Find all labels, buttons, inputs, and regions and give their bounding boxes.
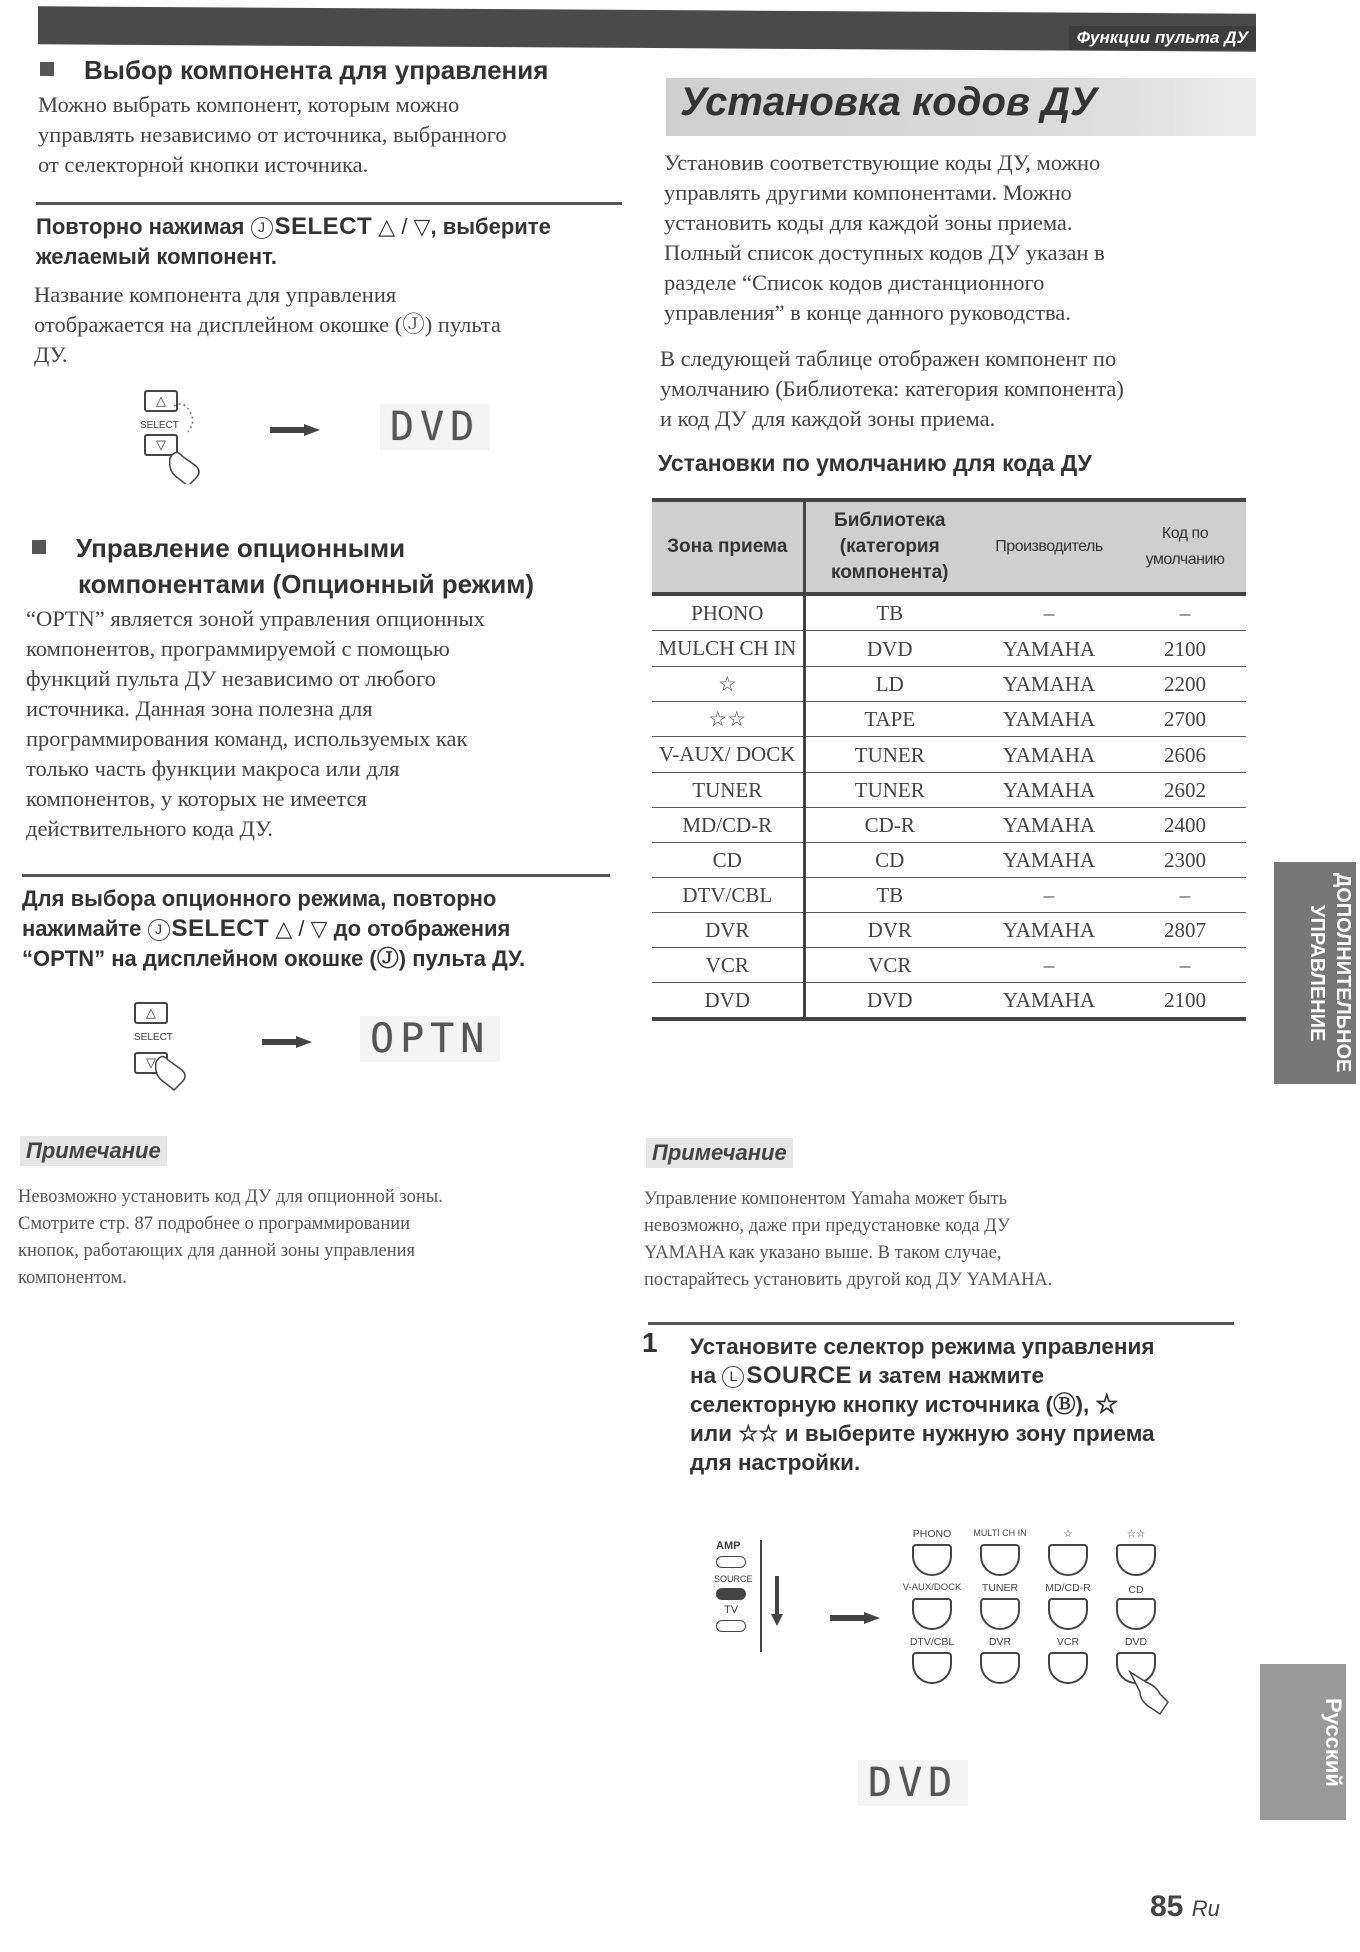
tuner-button[interactable] <box>980 1598 1020 1630</box>
lcd-display: OPTN <box>360 1016 500 1062</box>
section-label: Функции пульта ДУ <box>1069 26 1256 50</box>
v-aux-dock-button[interactable] <box>912 1598 952 1630</box>
source-buttons-grid: PHONO MULTI CH IN ☆ ☆☆ V-AUX/DOCK TUNER MD/CD-R CD DTV/CBL DVR VCR DVD <box>892 1528 1192 1708</box>
arrow-right-icon <box>270 424 320 436</box>
page-number: 85 Ru <box>1150 1890 1220 1923</box>
step-number: 1 <box>642 1327 658 1358</box>
select-up-button: △ <box>144 390 178 412</box>
table-row: ☆☆ TAPE YAMAHA 2700 <box>652 702 1246 737</box>
table-row: VCR VCR – – <box>652 948 1246 983</box>
table-row: V-AUX/ DOCK TUNER YAMAHA 2606 <box>652 737 1246 773</box>
section2-body: “OPTN” является зоной управления опционных компонентов, программируемой с помощью функций пульта ДУ независимо от любого источника. Данная зона полезна для программирования команд, используемых как только часть функции макроса или для компонентов, у которых не имеется действительного кода ДУ. <box>26 606 485 841</box>
note-title-right: Примечание <box>646 1138 793 1168</box>
dvr-button[interactable] <box>980 1652 1020 1684</box>
table-row: PHONO TB – – <box>652 594 1246 631</box>
tv-mode-indicator <box>716 1620 746 1632</box>
select-buttons-illustration: △ SELECT ▽ <box>140 390 240 490</box>
table-row: CD CD YAMAHA 2300 <box>652 843 1246 878</box>
note-title: Примечание <box>20 1136 167 1166</box>
step1-text: Установите селектор режима управления на L SOURCE и затем нажмите селекторную кнопку источника (Ⓑ), ☆ или ☆☆ и выберите нужную зону приема для настройки. <box>690 1334 1155 1475</box>
select-down-button: ▽ <box>144 434 178 456</box>
section1-heading: Выбор компонента для управления <box>40 54 548 86</box>
intro-text: Установив соответствующие коды ДУ, можно управлять другими компонентами. Можно установить коды для каждой зоны приема. Полный список доступных кодов ДУ указан в разделе “Список кодов дистанционного управления” в конце данного руководства. <box>664 150 1105 325</box>
select-up-button: △ <box>134 1002 168 1024</box>
source-mode-indicator <box>716 1588 746 1600</box>
side-tab-language: Русский <box>1260 1664 1346 1820</box>
circle-j-icon: J <box>148 919 170 941</box>
pointing-hand-icon <box>166 398 226 484</box>
multi-ch-in-button[interactable] <box>980 1544 1020 1576</box>
arrow-down-icon <box>770 1576 784 1626</box>
table-row: MULCH CH IN DVD YAMAHA 2100 <box>652 631 1246 667</box>
note-body-right: Управление компонентом Yamaha может быть невозможно, даже при предустановке кода ДУ YAMAHA как указано выше. В таком случае, постарайтесь установить другой код ДУ YAMAHA. <box>644 1189 1053 1290</box>
pointing-hand-icon <box>1128 1666 1184 1716</box>
table-row: TUNER TUNER YAMAHA 2602 <box>652 773 1246 808</box>
cd-button[interactable] <box>1116 1598 1156 1630</box>
page-title: Установка кодов ДУ <box>680 80 1098 124</box>
vcr-button[interactable] <box>1048 1652 1088 1684</box>
lcd-display: DVD <box>380 404 490 450</box>
side-tab-additional-control: ДОПОЛНИТЕЛЬНОЕ УПРАВЛЕНИЕ <box>1274 862 1356 1084</box>
select-buttons-illustration-2: △ SELECT ▽ <box>134 1002 234 1102</box>
arrow-right-icon <box>830 1612 880 1624</box>
codes-table <box>652 498 1246 1021</box>
select-down-button: ▽ <box>134 1052 168 1074</box>
square-bullet-icon <box>40 62 54 76</box>
section2-heading: Управление опционными <box>32 532 405 564</box>
amp-mode-indicator <box>716 1556 746 1568</box>
circle-l-icon: L <box>722 1366 744 1388</box>
square-bullet-icon <box>32 540 46 554</box>
note-body: Невозможно установить код ДУ для опционной зоны. Смотрите стр. 87 подробнее о программировании кнопок, работающих для данной зоны управления компонентом. <box>18 1187 443 1288</box>
section1-detail: Название компонента для управления отображается на дисплейном окошке (Ⓙ) пульта ДУ. <box>34 282 501 367</box>
dtv-cbl-button[interactable] <box>912 1652 952 1684</box>
divider <box>36 202 622 205</box>
star-button[interactable] <box>1048 1544 1088 1576</box>
table-row: DTV/CBL TB – – <box>652 878 1246 913</box>
divider <box>22 874 610 877</box>
circle-j-icon: J <box>251 217 273 239</box>
table-row: DVR DVR YAMAHA 2807 <box>652 913 1246 948</box>
md-cd-r-button[interactable] <box>1048 1598 1088 1630</box>
intro2-text: В следующей таблице отображен компонент по умолчанию (Библиотека: категория компонента) и код ДУ для каждой зоны приема. <box>660 346 1124 431</box>
section1-instruction: Повторно нажимая J SELECT △ / ▽, выберите желаемый компонент. <box>36 213 551 269</box>
table-row: DVD DVD YAMAHA 2100 <box>652 983 1246 1020</box>
table-row: MD/CD-R CD-R YAMAHA 2400 <box>652 808 1246 843</box>
phono-button[interactable] <box>912 1544 952 1576</box>
mode-selector-illustration: AMP SOURCE TV <box>710 1540 810 1680</box>
section2-instruction: Для выбора опционного режима, повторно нажимайте J SELECT △ / ▽ до отображения “OPTN” на дисплейном окошке (Ⓙ) пульта ДУ. <box>22 886 526 971</box>
table-row: ☆ LD YAMAHA 2200 <box>652 667 1246 702</box>
section1-body: Можно выбрать компонент, которым можно управлять независимо от источника, выбранного от селекторной кнопки источника. <box>38 92 507 177</box>
table-header-row: Зона приема Библиотека (категория компонента) Производитель Код по умолчанию <box>652 500 1246 594</box>
double-star-button[interactable] <box>1116 1544 1156 1576</box>
table-title: Установки по умолчанию для кода ДУ <box>658 450 1092 476</box>
lcd-display-result: DVD <box>858 1760 968 1806</box>
arrow-right-icon <box>262 1036 312 1048</box>
pointing-hand-icon <box>154 1042 214 1102</box>
section2-heading-line2: компонентами (Опционный режим) <box>78 569 535 599</box>
divider <box>648 1322 1234 1325</box>
codes-table-wrapper <box>652 498 1246 1021</box>
